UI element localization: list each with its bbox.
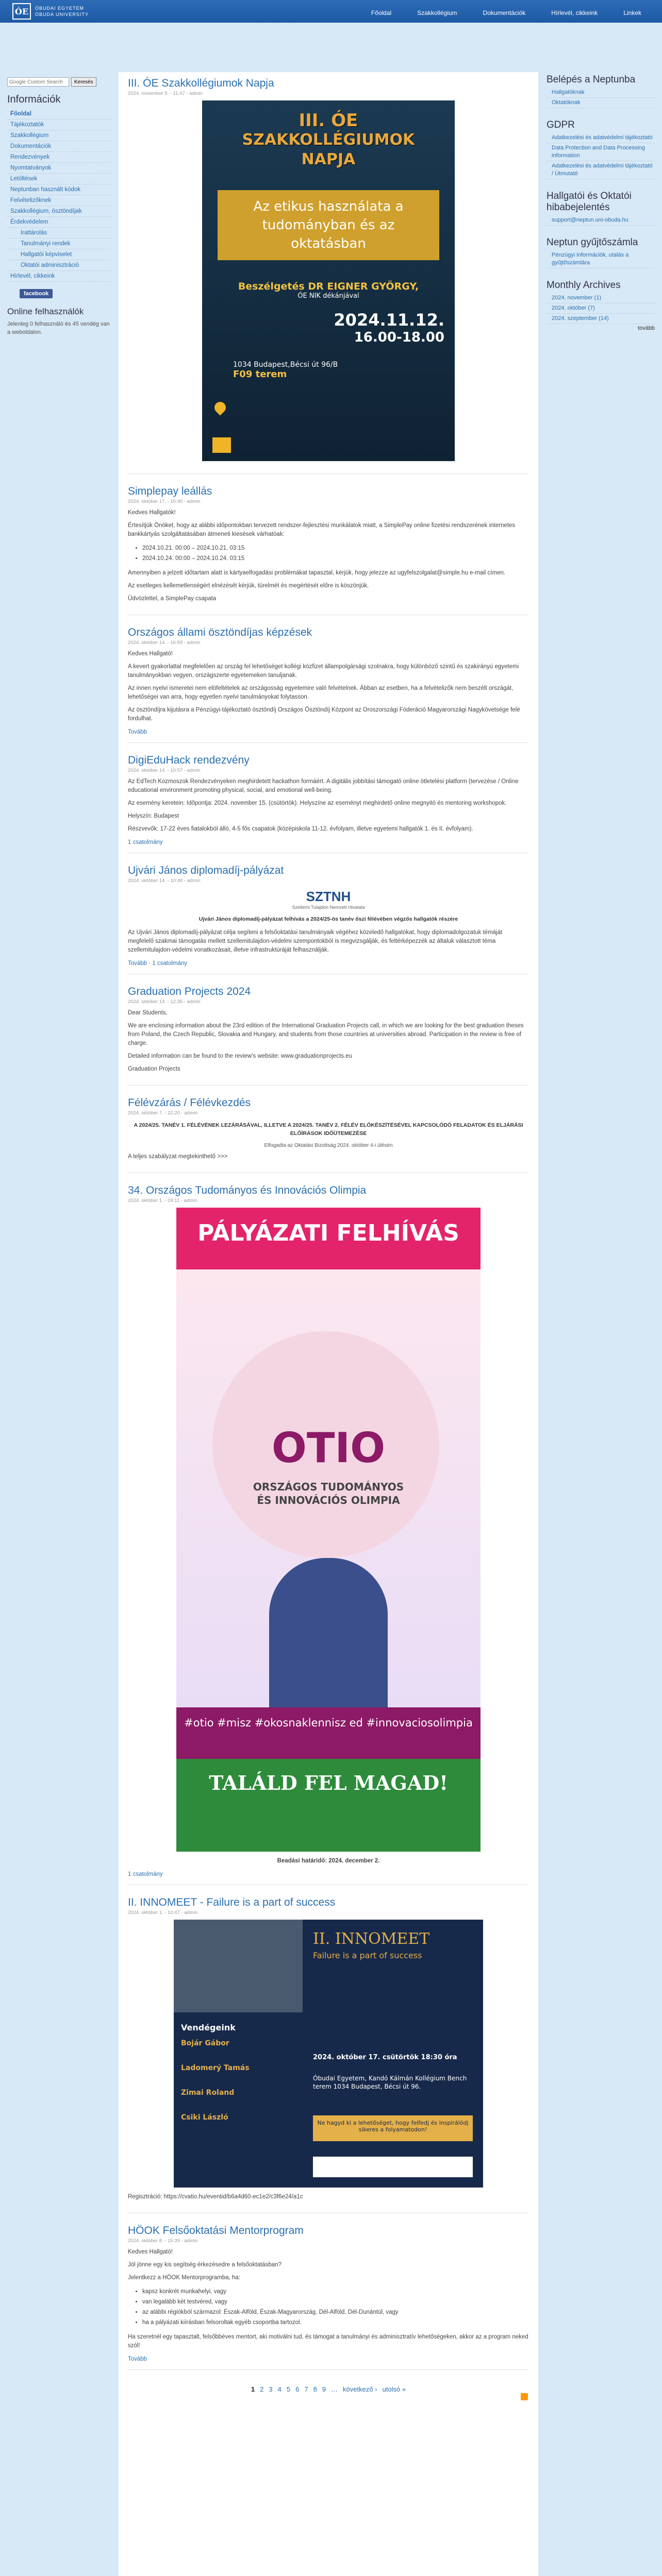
post-paragraph: Kedves Hallgató! [128, 651, 173, 657]
post-paragraph: We are enclosing information about the 23rd edition of the International Graduation Projects call, in which we are looking for the best graduation theses from Poland, the Czech Republic, Slovakia and Hungary, and students from those countries at universities abroad. Participation in the review is free of charge. [128, 1023, 524, 1046]
post-title-link[interactable]: HÖOK Felsőoktatási Mentorprogram [128, 2225, 304, 2236]
post-paragraph: A kevert gyakorlattal megfelelően az ország fel lehetőséget kollégi közfizet állampolgársági szolnakra, hogy különböző szintű és szakirányú egyetemi tanulmányokban vegyen, országszerte egyetemeken tanuljanak. [128, 664, 519, 679]
brand-line2: ÓBUDA UNIVERSITY [35, 12, 89, 17]
post-meta: 2024. október 14. - 16:59 - admin [128, 640, 201, 646]
nav-link[interactable]: Dokumentációk [483, 9, 526, 16]
post-paragraph: Kedves Hallgató! [128, 2249, 173, 2255]
info-menu-item[interactable] [7, 109, 110, 120]
post-notice: Ujvári János diplomadíj-pályázat felhívás a 2024/25-ös tanév őszi félévében végzős hallgatók részére [198, 916, 458, 922]
right-block-link[interactable]: Adatkezelési és adatvédelmi tájékoztató [552, 134, 653, 141]
rss-icon[interactable] [521, 2393, 528, 2400]
post-notice-small: Elfogadta az Oktatási Bizottság 2024. október 4-i ülésén [264, 1143, 393, 1148]
otio-logo: OTIO [271, 1424, 386, 1472]
post-paragraph: Az innen nyelvi ismeretei nem elöfeltételek az országosság egyetemire való felvételnek. Ábban az esetben, ha a felvételizők nem beszélt országát, lehetőségei van arra, hogy egyetlen nyelvi tanulmányokat folytasson. [128, 685, 514, 700]
post-paragraph: Helyszín: Budapest [128, 813, 179, 819]
post-title-link[interactable]: 34. Országos Tudományos és Innovációs Olimpia [128, 1184, 367, 1196]
info-menu-link[interactable]: Szakkollégium, ösztöndíjak [10, 208, 82, 214]
innomeet-subtitle: Failure is a part of success [313, 1951, 422, 1960]
innomeet-date: 2024. október 17. csütörtök 18:30 óra [313, 2054, 457, 2061]
read-more-link[interactable]: Tovább · 1 csatolmány [128, 960, 188, 967]
right-block-item[interactable] [547, 162, 655, 179]
right-block-link[interactable]: 2024. október (7) [552, 305, 595, 311]
post-title[interactable] [128, 485, 529, 498]
post-list-item: • 2024.10.21. 00:00 – 2024.10.21. 03:15 [142, 543, 529, 553]
read-more-link[interactable]: Tovább [128, 729, 147, 735]
poster-theme: Az etikus használata a tudományban és az oktatásban [218, 190, 439, 260]
poster-talk: Beszélgetés DR EIGNER GYÖRGY, [238, 281, 419, 292]
post-title[interactable] [128, 1184, 529, 1197]
online-users-text: Jelenleg 0 felhasználó és 45 vendég van a weboldalon. [7, 321, 110, 335]
sztnh-logo [128, 889, 529, 910]
speaker-name: Zimai Roland [181, 2089, 235, 2097]
info-menu-item[interactable] [7, 260, 110, 271]
pager-item[interactable]: következő › [343, 2385, 377, 2393]
info-menu-item[interactable] [7, 217, 110, 228]
info-menu-link[interactable]: Főoldal [10, 111, 31, 117]
nav-link[interactable]: Hírlevél, cikkeink [551, 9, 598, 16]
post-meta: 2024. november 5. - 11:47 - admin [128, 91, 203, 96]
post-paragraph: Graduation Projects [128, 1066, 180, 1072]
post-title[interactable] [128, 626, 529, 639]
innomeet-photo [174, 1920, 303, 2012]
read-more-link[interactable]: Tovább [128, 2356, 147, 2362]
info-menu-link[interactable]: Letöltések [10, 176, 38, 182]
poster-time: 16.00-18.00 [354, 330, 444, 345]
site-header [0, 0, 662, 23]
innomeet-title: II. INNOMEET [313, 1930, 430, 1948]
right-block [547, 120, 655, 179]
search-bar [7, 77, 110, 87]
post-paragraph: Detailed information can be found to the review's website: www.graduationprojects.eu [128, 1053, 352, 1059]
post-title[interactable] [128, 2225, 529, 2237]
archive-more-link[interactable]: tovább [637, 325, 655, 331]
nav-link[interactable]: Linkek [623, 9, 641, 16]
right-block-list [547, 216, 655, 226]
info-menu-item[interactable] [7, 206, 110, 217]
info-menu-item[interactable] [7, 249, 110, 260]
post-paragraph: Üdvözlettel, a SimplePay csapata [128, 596, 217, 602]
read-more-link[interactable]: 1 csatolmány [128, 1871, 163, 1877]
brand-line1: ÓBUDAI EGYETEM [35, 6, 85, 11]
otio-poster-art [176, 1269, 481, 1707]
right-block-item[interactable] [547, 251, 655, 268]
news-post [128, 626, 529, 743]
right-block-item[interactable] [547, 216, 655, 226]
info-menu-link[interactable]: Tanulmányi rendek [21, 241, 71, 247]
right-block-link[interactable]: 2024. november (1) [552, 295, 601, 301]
right-block-item[interactable] [547, 315, 655, 324]
info-menu-item[interactable] [7, 195, 110, 206]
top-nav [371, 9, 641, 16]
right-block-list [547, 89, 655, 108]
news-post [128, 1184, 529, 1885]
post-paragraph: Amennyiben a jelzett időtartam alatt is kártyaelfogadási problémákat tapasztal, kérjük, hogy jelezze az ugyfelszolgalat@simple.hu e-mail címen. [128, 570, 506, 576]
post-meta: 2024. október 8. - 15:39 - admin [128, 2238, 198, 2244]
info-menu-item[interactable] [7, 184, 110, 195]
otio-subtitle2: ÉS INNOVÁCIÓS OLIMPIA [257, 1494, 400, 1506]
right-block-item[interactable] [547, 134, 655, 143]
post-title-link[interactable]: Graduation Projects 2024 [128, 986, 251, 997]
poster-title: SZAKKOLLÉGIUMOK [242, 131, 415, 149]
news-post [128, 2225, 529, 2370]
speaker-name: Csiki László [181, 2113, 228, 2122]
post-title-link[interactable]: Országos állami ösztöndíjas képzések [128, 626, 312, 638]
post-title[interactable] [128, 986, 529, 998]
right-block-title: Neptun gyűjtőszámla [547, 237, 638, 248]
post-title[interactable] [128, 1896, 529, 1909]
news-post [128, 485, 529, 615]
pager-item[interactable]: 4 [277, 2385, 282, 2393]
info-menu-link[interactable]: Felvételizőknek [10, 197, 52, 204]
post-title[interactable] [128, 865, 529, 877]
post-paragraph: Jelentkezz a HÖOK Mentorprogramba, ha: [128, 2275, 240, 2281]
info-menu-link[interactable]: Hallgatói képviselet [21, 251, 72, 258]
right-block-title: Monthly Archives [547, 280, 621, 291]
post-meta: 2024. október 7. - 22:20 - admin [128, 1110, 198, 1116]
speakers-title: Vendégeink [181, 2023, 236, 2032]
pager-item[interactable]: 7 [304, 2385, 308, 2393]
post-paragraph: A teljes szabályzat megtekinthető >>> [128, 1154, 228, 1160]
right-block-list [547, 134, 655, 179]
info-menu-item[interactable] [7, 239, 110, 249]
info-title: Információk [7, 94, 61, 105]
right-block-item[interactable] [547, 304, 655, 314]
right-block-link[interactable]: 2024. szeptember (14) [552, 315, 609, 321]
post-paragraph: Dear Students, [128, 1010, 168, 1016]
post-paragraph: Értesítjük Önöket, hogy az alábbi időpontokban tervezett rendszer-fejlesztési munkálatok miatt, a SimplePay online fizetési rendszerének internetes bankkártyás szolgáltatásában átmeneti kiesések várhatóak: [128, 522, 516, 537]
right-block-list [547, 251, 655, 268]
otio-poster [176, 1208, 481, 1852]
pager-item[interactable]: 3 [269, 2385, 273, 2393]
pager-item[interactable]: 8 [313, 2385, 317, 2393]
logo-mark: ÓE [12, 3, 31, 20]
right-block [547, 237, 655, 268]
university-logo[interactable] [12, 3, 89, 20]
post-title-link[interactable]: Simplepay leállás [128, 485, 212, 497]
pager-item[interactable]: … [331, 2385, 338, 2393]
right-block-item[interactable] [547, 144, 655, 161]
info-menu-link[interactable]: Rendezvények [10, 154, 50, 160]
otio-subtitle: ORSZÁGOS TUDOMÁNYOS [253, 1481, 404, 1493]
speaker-name: Ladomerý Tamás [181, 2064, 250, 2072]
search-input[interactable] [7, 77, 69, 87]
location-pin-icon [212, 399, 228, 415]
post-title[interactable] [128, 754, 529, 767]
post-title[interactable] [128, 77, 529, 90]
right-block [547, 280, 655, 331]
post-paragraph: Az Ujvári János diplomadíj-pályázat célja segíteni a felsőoktatási tanulmányaik végéhez közeledő hallgatókat, hogy diplomadolgozatuk témáját megfelelő szakmai támogatás mellett szellemitulajdon-védelmi szempontokból is megvizsgálják, és feltérképezzék az általuk választott téma szellemitulajdon-védelmi vonatkozásait, illetve infrastruktúráját felhasználják. [128, 929, 503, 953]
post-list-item: • 2024.10.24. 00:00 – 2024.10.24. 03:15 [142, 553, 529, 564]
right-block-title: Hallgatói és Oktatói hibabejelentés [547, 191, 632, 213]
post-deadline: Beadási határidő: 2024. december 2. [277, 1858, 380, 1864]
read-more-link[interactable]: 1 csatolmány [128, 839, 163, 845]
event-poster [202, 100, 455, 461]
info-menu-item[interactable] [7, 174, 110, 184]
post-list-item: • az alábbi régiókból származol: Észak-Alföld, Észak-Magyarország, Dél-Alföld, Dél-Dunántúl, vagy [142, 2307, 529, 2317]
right-sidebar [547, 74, 655, 343]
sztnh-logo-text: SZTNH [306, 889, 351, 904]
nav-link[interactable]: Szakkollégium [417, 9, 457, 16]
nav-link[interactable]: Főoldal [371, 9, 392, 16]
post-paragraph: Kedves Hallgatók! [128, 510, 176, 516]
right-block-title: Belépés a Neptunba [547, 74, 636, 85]
info-menu-link[interactable]: Érdekvédelem [10, 219, 48, 225]
info-menu [7, 109, 110, 282]
otio-footer-text: TALÁLD FEL MAGAD! [176, 1759, 481, 1852]
main-content [119, 72, 538, 2576]
news-post [128, 865, 529, 974]
right-block [547, 74, 655, 108]
info-menu-link[interactable]: Hírlevél, cikkeink [10, 273, 55, 279]
post-list [142, 543, 529, 564]
left-sidebar [7, 77, 110, 336]
info-menu-link[interactable]: Neptunban használt kódok [10, 187, 81, 193]
facebook-button[interactable]: facebook [20, 289, 53, 298]
post-paragraph: Az esetleges kellemetlenségért elnézését kérjük, türelmét és megértését előre is köszönjük. [128, 583, 369, 589]
post-list-item: • ha a pályázati kiírásban felsoroltak egyéb csoportba tartozol. [142, 2317, 529, 2328]
pager-item[interactable]: 5 [286, 2385, 291, 2393]
poster-address: 1034 Budapest,Bécsi út 96/B [233, 361, 338, 369]
pager-item[interactable]: 9 [322, 2385, 326, 2393]
post-paragraph: Az ösztöndíjra kijutásra a Pénzügyi-tájékoztató ösztöndíj Országos Ösztöndíj Központ az Oroszországi Föderáció Magyarországi Nagykövetsége felé fordulhat. [128, 707, 520, 722]
post-list-item: • kapsz konkrét munkahelyi, vagy [142, 2286, 529, 2297]
post-paragraph: Az esemény keretein: Időpontja: 2024. november 15. (csütörtök). Helyszíne az eseményt meghirdető online megnyitó és mentoring workshopok. [128, 800, 507, 806]
right-block-list [547, 294, 655, 324]
info-menu-link[interactable]: Tájékoztatók [10, 122, 44, 128]
post-meta: 2024. október 1. - 09:11 - admin [128, 1198, 197, 1204]
info-menu-link[interactable]: Oktatói adminisztráció [21, 262, 79, 268]
right-block-link[interactable]: Data Protection and Data Processing information [552, 145, 645, 159]
pagination [128, 2385, 529, 2393]
post-title[interactable] [128, 1097, 529, 1109]
right-block-link[interactable]: Adatkezelési és adatvédelmi tájékoztató / Útmutató [552, 163, 653, 177]
right-block-item[interactable] [547, 89, 655, 98]
pager-item[interactable]: 2 [260, 2385, 264, 2393]
registration-link[interactable]: Regisztráció: https://cvatio.hu/eventid/b6a4d60-ec1e2/c3f6e24/a1c [128, 2194, 303, 2200]
post-meta: 2024. október 17. - 10:40 - admin [128, 499, 201, 504]
right-block-link[interactable]: support@neptun.uni-obuda.hu [552, 217, 628, 223]
info-menu-item[interactable] [7, 163, 110, 174]
right-block-item[interactable] [547, 294, 655, 303]
post-paragraph: Jól jönne egy kis segítség érkezésedre a felsőoktatásban? [128, 2262, 282, 2268]
poster-date: 2024.11.12. [334, 310, 444, 330]
post-paragraph: Ha szeretnél egy tapasztalt, felsőbbéves mentort, aki motiválni tud, és támogat a tanulmányi és adminisztratív lehetőségeken, akkor az a program neked szól! [128, 2334, 528, 2349]
post-title-link[interactable]: II. INNOMEET - Failure is a part of success [128, 1896, 336, 1908]
post-title-link[interactable]: Félévzárás / Félévkezdés [128, 1097, 251, 1109]
post-notice: A 2024/25. TANÉV 1. FÉLÉVÉNEK LEZÁRÁSÁVAL, ILLETVE A 2024/25. TANÉV 2. FÉLÉV ELŐKÉSZÍTÉSÉVEL KAPCSOLÓDÓ FELADATOK ÉS ELJÁRÁSI ELŐÍRÁSOK IDŐÜTEMEZÉSE [134, 1122, 523, 1137]
info-menu-item[interactable] [7, 130, 110, 141]
post-meta: 2024. október 14. - 12:35 - admin [128, 999, 201, 1005]
post-title-link[interactable]: Ujvári János diplomadíj-pályázat [128, 865, 284, 876]
post-paragraph: Az EdTech Kozmoszok Rendezvényeken meghirdetett hackathon formáért. A digitális jobbítási támogató online ötletelési platform (tervezése / Online educational environment promoting physical, social, and emotional well-being. [128, 778, 519, 793]
sztnh-logo-subtitle: Szellemi Tulajdon Nemzeti Hivatala [292, 905, 365, 910]
news-post [128, 986, 529, 1086]
poster-title: NAPJA [301, 150, 356, 168]
otio-character [269, 1558, 388, 1707]
right-block-link[interactable]: Hallgatóknak [552, 89, 585, 95]
poster-title: III. ÓE [299, 110, 358, 131]
innomeet-poster [174, 1920, 483, 2188]
pager-item[interactable]: utolsó » [382, 2385, 406, 2393]
info-menu-link[interactable]: Irattárolás [21, 230, 47, 236]
post-title-link[interactable]: DigiEduHack rendezvény [128, 754, 250, 766]
info-menu-item[interactable] [7, 152, 110, 163]
pager-item[interactable]: 1 [251, 2385, 255, 2393]
otio-hashtags: #otio #misz #okosnaklennisz ed #innovaciosolimpia [176, 1707, 481, 1759]
right-block [547, 191, 655, 226]
otio-poster-header: PÁLYÁZATI FELHÍVÁS [176, 1208, 481, 1269]
info-menu-item[interactable] [7, 271, 110, 282]
info-menu-link[interactable]: Szakkollégium [10, 132, 49, 139]
right-block-title: GDPR [547, 120, 575, 130]
post-list [142, 2286, 529, 2328]
info-menu-link[interactable]: Dokumentációk [10, 143, 52, 149]
info-menu-item[interactable] [7, 228, 110, 239]
sponsor-logos [313, 2157, 473, 2177]
post-title-link[interactable]: III. ÓE Szakkollégiumok Napja [128, 77, 274, 89]
innomeet-place: Óbudai Egyetem, Kandó Kálmán Kollégium Bench terem 1034 Budapest, Bécsi út 96. [313, 2075, 467, 2090]
poster-footer-logo [212, 437, 231, 453]
news-post [128, 1896, 529, 2213]
online-users-title: Online felhasználók [7, 307, 84, 316]
news-post [128, 754, 529, 853]
post-meta: 2024. október 14. - 10:48 - admin [128, 878, 201, 884]
post-list-item: • van legalább két testvéred, vagy [142, 2297, 529, 2307]
innomeet-tagline: Ne hagyd ki a lehetőséget, hogy felfedj és inspirálódj sikeres a folyamatodon! [313, 2115, 473, 2141]
poster-talk2: ÓE NIK dékánjával [297, 292, 359, 300]
news-post [128, 77, 529, 474]
info-menu-item[interactable] [7, 141, 110, 152]
poster-room: F09 terem [233, 369, 287, 380]
right-block-item[interactable] [547, 99, 655, 108]
info-menu-item[interactable] [7, 120, 110, 130]
post-meta: 2024. október 14. - 10:57 - admin [128, 768, 201, 773]
pager-item[interactable]: 6 [295, 2385, 300, 2393]
search-button[interactable]: Keresés [71, 77, 96, 87]
post-paragraph: Részvevők: 17-22 éves fiatalokból álló, 4-5 fős csapatok (középiskola 11-12. évfolyam, illetve egyetemi hallgatók 1. és II. évfolyam). [128, 826, 473, 832]
info-menu-link[interactable]: Nyomtatványok [10, 165, 52, 171]
post-meta: 2024. október 1. - 10:47 - admin [128, 1910, 198, 1916]
speaker-name: Bojár Gábor [181, 2039, 229, 2047]
news-post [128, 1097, 529, 1173]
right-block-link[interactable]: Oktatóknak [552, 99, 581, 106]
right-block-link[interactable]: Pénzügyi információk, utalás a gyűjtőszámlára [552, 252, 629, 266]
